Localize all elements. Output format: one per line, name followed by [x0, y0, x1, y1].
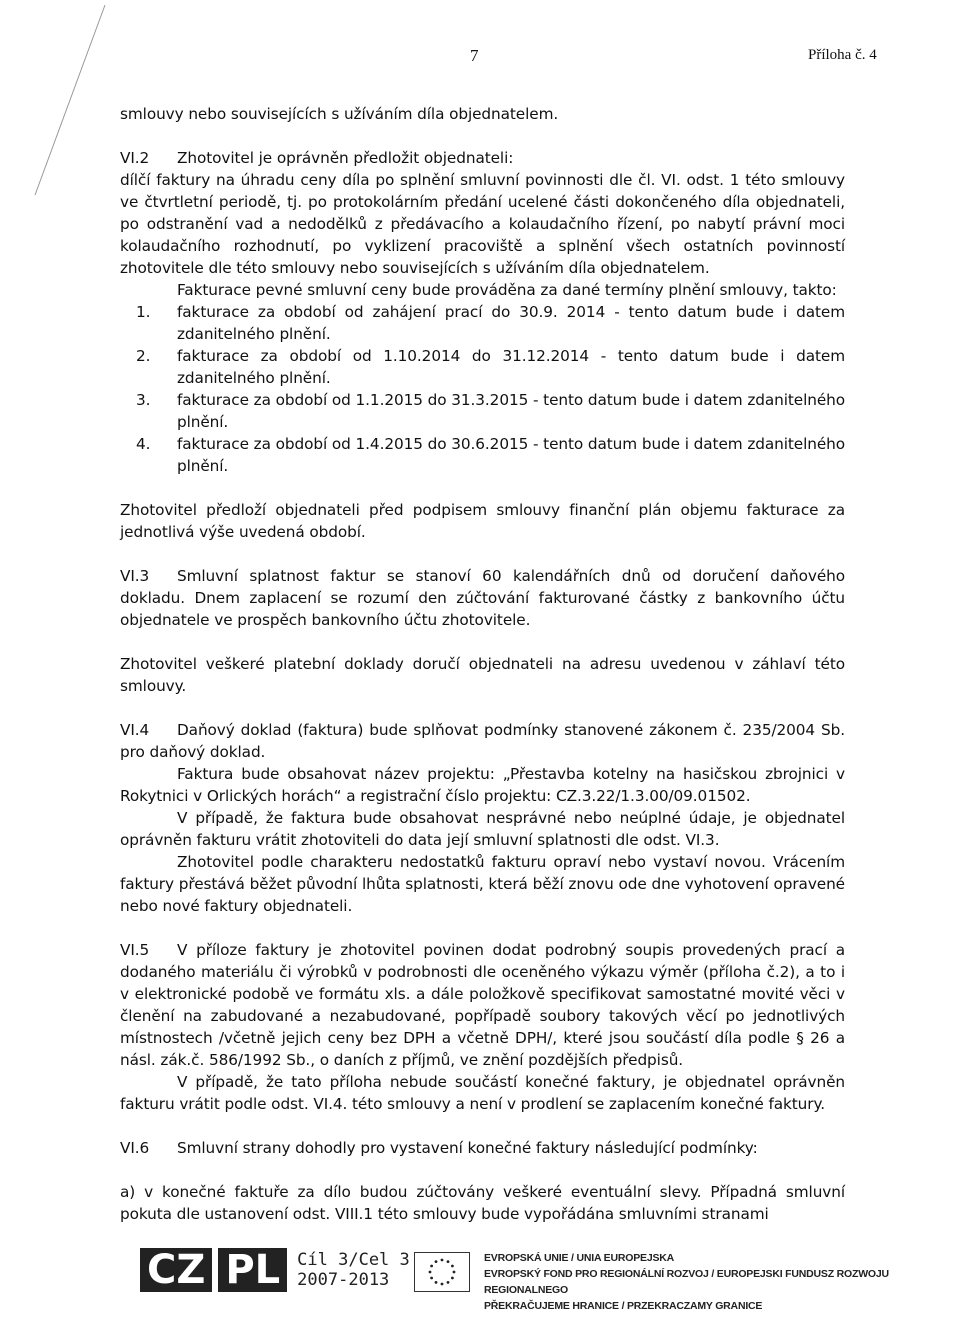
- section-6-6-item-a: a) v konečné faktuře za dílo budou zúčtovány veškeré eventuální slevy. Případná smluvní pokuta dle ustanovení odst. VIII.1 této smlouvy bude vypořádána smluvními stranami: [120, 1183, 845, 1223]
- scan-edge-line: [0, 0, 120, 200]
- eu-line-2: EVROPSKÝ FOND PRO REGIONÁLNÍ ROZVOJ / EUROPEJSKI FUNDUSZ ROZWOJU REGIONALNEGO: [484, 1268, 889, 1296]
- section-text: Daňový doklad (faktura) bude splňovat podmínky stanovené zákonem č. 235/2004 Sb. pro daňový doklad.: [120, 721, 845, 761]
- section-label: VI.3: [120, 567, 150, 585]
- logo-pl: PL: [218, 1248, 287, 1292]
- list-item: [120, 301, 845, 345]
- section-6-4-para-3: Zhotovitel podle charakteru nedostatků fakturu opraví nebo vystaví novou. Vrácením faktury přestává běžet původní lhůta splatnosti, která běží znovu ode dne vyhotovení opravené nebo nové faktury objednateli.: [120, 853, 845, 915]
- list-item: [120, 345, 845, 389]
- list-item: [120, 433, 845, 477]
- section-text: Zhotovitel je oprávněn předložit objednateli:: [177, 149, 514, 167]
- eu-flag-icon: [414, 1252, 470, 1292]
- section-label: VI.4: [120, 721, 150, 739]
- list-item: [120, 389, 845, 433]
- section-6-4-para-2: V případě, že faktura bude obsahovat nesprávné nebo neúplné údaje, je objednatel oprávněn fakturu vrátit zhotoviteli do data její smluvní splatnosti dle odst. VI.3.: [120, 809, 845, 849]
- logo-cz: CZ: [140, 1248, 212, 1292]
- list-text: fakturace za období od 1.10.2014 do 31.12.2014 - tento datum bude i datem zdanitelného plnění.: [177, 347, 845, 387]
- page-number: 7: [470, 46, 479, 65]
- list-number: 4.: [136, 435, 151, 453]
- section-6-2-text: dílčí faktury na úhradu ceny díla po splnění smluvní povinnosti dle čl. VI. odst. 1 této smlouvy ve čtvrtletní periodě, tj. po protokolárním předání ucelené části dokončeného díla objednateli, po odstranění vad a nedodělků z předávacího a kolaudačního řízení, po nabytí právní moci kolaudačního rozhodnutí, po vyklizení pracoviště a splnění všech ostatních povinností zhotovitele dle této smlouvy nebo souvisejících s užíváním díla objednatelem.: [120, 171, 845, 277]
- document-body: [120, 103, 845, 1225]
- continuation-line: smlouvy nebo souvisejících s užíváním díla objednatelem.: [120, 105, 559, 123]
- appendix-label: Příloha č. 4: [808, 47, 877, 63]
- fakturace-paragraph: Fakturace pevné smluvní ceny bude prováděna za dané termíny plnění smlouvy, takto:: [177, 281, 837, 299]
- list-number: 3.: [136, 391, 151, 409]
- section-label: VI.6: [120, 1139, 150, 1157]
- section-6-5-para-1: V případě, že tato příloha nebude součástí konečné faktury, je objednatel oprávněn fakturu vrátit podle odst. VI.4. této smlouvy a není v prodlení se zaplacením konečné faktury.: [120, 1073, 845, 1113]
- list-text: fakturace za období od zahájení prací do 30.9. 2014 - tento datum bude i datem zdanitelného plnění.: [177, 303, 845, 343]
- section-6-4: [120, 719, 845, 763]
- logo-caption: [297, 1250, 410, 1290]
- section-6-4-para-1: Faktura bude obsahovat název projektu: „Přestavba kotelny na hasičskou zbrojnici v Rokytnici v Orlických horách“ a registrační číslo projektu: CZ.3.22/1.3.00/09.01502.: [120, 765, 845, 805]
- section-text: Smluvní splatnost faktur se stanoví 60 kalendářních dnů od doručení daňového dokladu. Dnem zaplacení se rozumí den zúčtování fakturované částky z bankovního účtu objednatele ve prospěch bankovního účtu zhotovitele.: [120, 567, 845, 629]
- section-6-3: [120, 565, 845, 631]
- section-text: Smluvní strany dohodly pro vystavení konečné faktury následující podmínky:: [177, 1139, 758, 1157]
- logo-caption-line-1: Cíl 3/Cel 3: [297, 1250, 410, 1270]
- list-number: 2.: [136, 347, 151, 365]
- logo-caption-line-2: 2007-2013: [297, 1270, 390, 1290]
- eu-line-1: EVROPSKÁ UNIE / UNIA EUROPEJSKA: [484, 1252, 675, 1264]
- section-text: V příloze faktury je zhotovitel povinen dodat podrobný soupis provedených prací a dodaného materiálu či výrobků v podrobnosti dle oceněného výkazu výměr (příloha č.2), a to i v elektronické podobě ve formátu xls. a dále položkově specifikovat samostatné movité věci v členění na zabudované a nezabudované, popřípadě soubory takových věcí po jednotlivých místnostech /včetně jejich ceny bez DPH a včetně DPH/, které jsou součástí díla podle § 26 a násl. zák.č. 586/1992 Sb., o daních z příjmů, ve znění pozdějších předpisů.: [120, 941, 845, 1069]
- section-6-2-heading: [120, 147, 845, 169]
- list-text: fakturace za období od 1.1.2015 do 31.3.2015 - tento datum bude i datem zdanitelného plnění.: [177, 391, 845, 431]
- eu-funding-text: [484, 1250, 960, 1314]
- section-6-5: [120, 939, 845, 1071]
- czpl-logo: [140, 1248, 410, 1292]
- list-number: 1.: [136, 303, 151, 321]
- financial-plan-paragraph: Zhotovitel předloží objednateli před podpisem smlouvy finanční plán objemu fakturace za jednotlivá výše uvedená období.: [120, 501, 845, 541]
- invoice-schedule-list: [120, 301, 845, 477]
- section-6-6: [120, 1137, 845, 1159]
- section-label: VI.2: [120, 149, 150, 167]
- payment-docs-paragraph: Zhotovitel veškeré platební doklady doručí objednateli na adresu uvedenou v záhlaví této smlouvy.: [120, 655, 845, 695]
- eu-line-3: PŘEKRAČUJEME HRANICE / PRZEKRACZAMY GRANICE: [484, 1300, 763, 1312]
- list-text: fakturace za období od 1.4.2015 do 30.6.2015 - tento datum bude i datem zdanitelného plnění.: [177, 435, 845, 475]
- section-label: VI.5: [120, 941, 150, 959]
